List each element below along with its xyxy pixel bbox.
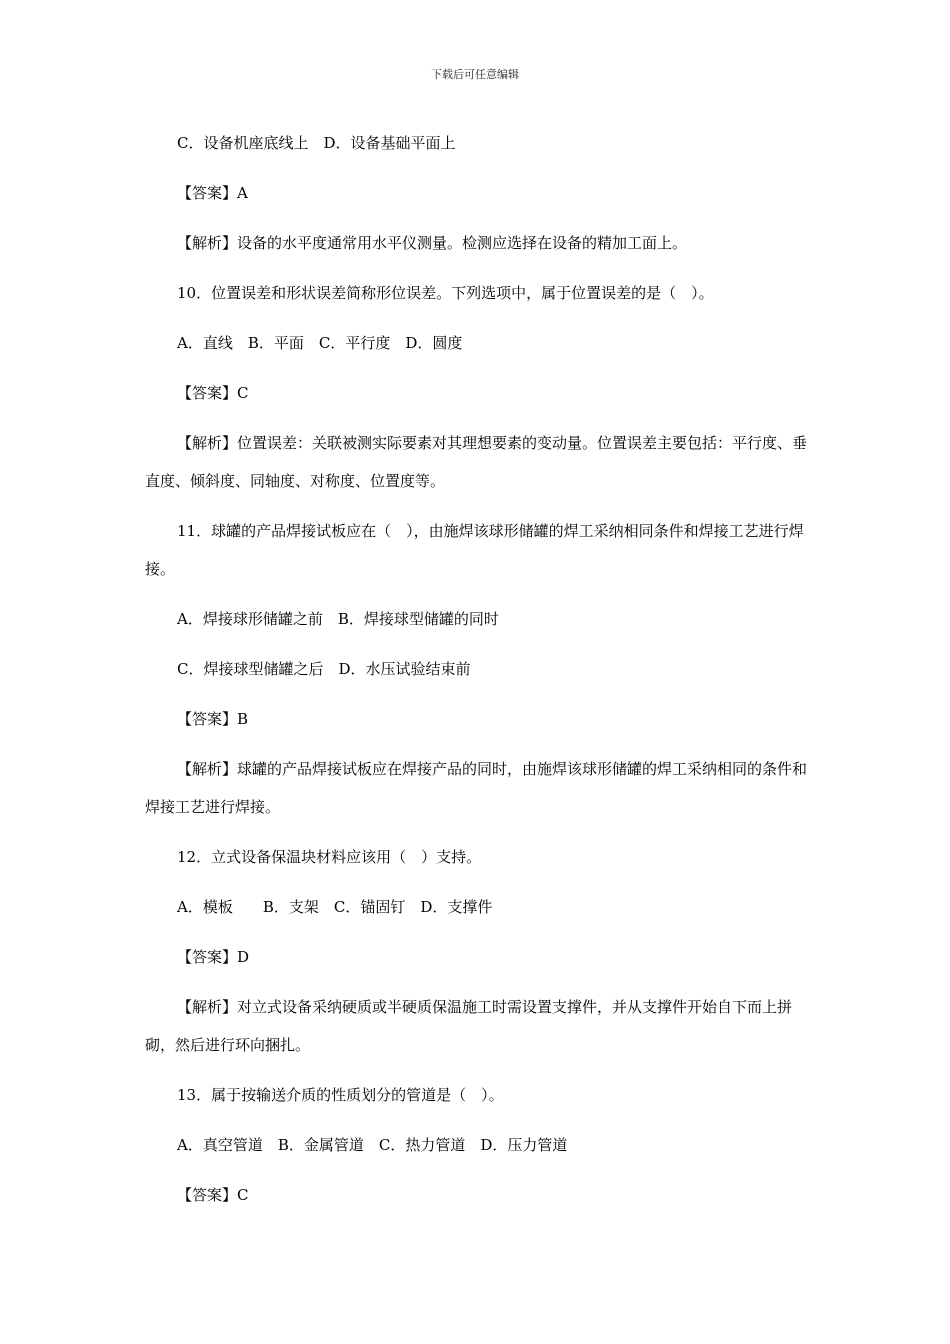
answer-line: 【答案】D (177, 948, 250, 966)
option-line: C．设备机座底线上 D．设备基础平面上 (177, 134, 456, 152)
explanation-paragraph: 【解析】设备的水平度通常用水平仪测量。检测应选择在设备的精加工面上。 (177, 234, 688, 252)
question-11: 11．球罐的产品焊接试板应在（ ），由施焊该球形储罐的焊工采纳相同条件和焊接工艺进行焊接。 (145, 522, 804, 578)
answer-line: 【答案】A (177, 184, 248, 202)
question-13: 13．属于按输送介质的性质划分的管道是（ ）。 (177, 1086, 504, 1104)
option-line: A．焊接球形储罐之前 B．焊接球型储罐的同时 (177, 610, 499, 628)
answer-line: 【答案】B (177, 710, 249, 728)
explanation-paragraph: 【解析】球罐的产品焊接试板应在焊接产品的同时，由施焊该球形储罐的焊工采纳相同的条件和焊接工艺进行焊接。 (145, 760, 808, 816)
answer-line: 【答案】C (177, 1186, 249, 1204)
option-line: A．模板 B．支架 C．锚固钉 D．支撑件 (177, 898, 493, 916)
explanation-paragraph: 【解析】对立式设备采纳硬质或半硬质保温施工时需设置支撑件，并从支撑件开始自下而上拼砌，然后进行环向捆扎。 (145, 998, 793, 1054)
option-line: C．焊接球型储罐之后 D．水压试验结束前 (177, 660, 471, 678)
answer-line: 【答案】C (177, 384, 249, 402)
document-body (145, 124, 813, 1226)
explanation-paragraph: 【解析】位置误差：关联被测实际要素对其理想要素的变动量。位置误差主要包括：平行度、垂直度、倾斜度、同轴度、对称度、位置度等。 (145, 434, 808, 490)
option-line: A．直线 B．平面 C．平行度 D．圆度 (177, 334, 463, 352)
question-10: 10．位置误差和形状误差简称形位误差。下列选项中，属于位置误差的是（ ）。 (177, 284, 714, 302)
page-header: 下载后可任意编辑 (431, 68, 519, 81)
option-line: A．真空管道 B．金属管道 C．热力管道 D．压力管道 (177, 1136, 568, 1154)
question-12: 12．立式设备保温块材料应该用（ ）支持。 (177, 848, 482, 866)
